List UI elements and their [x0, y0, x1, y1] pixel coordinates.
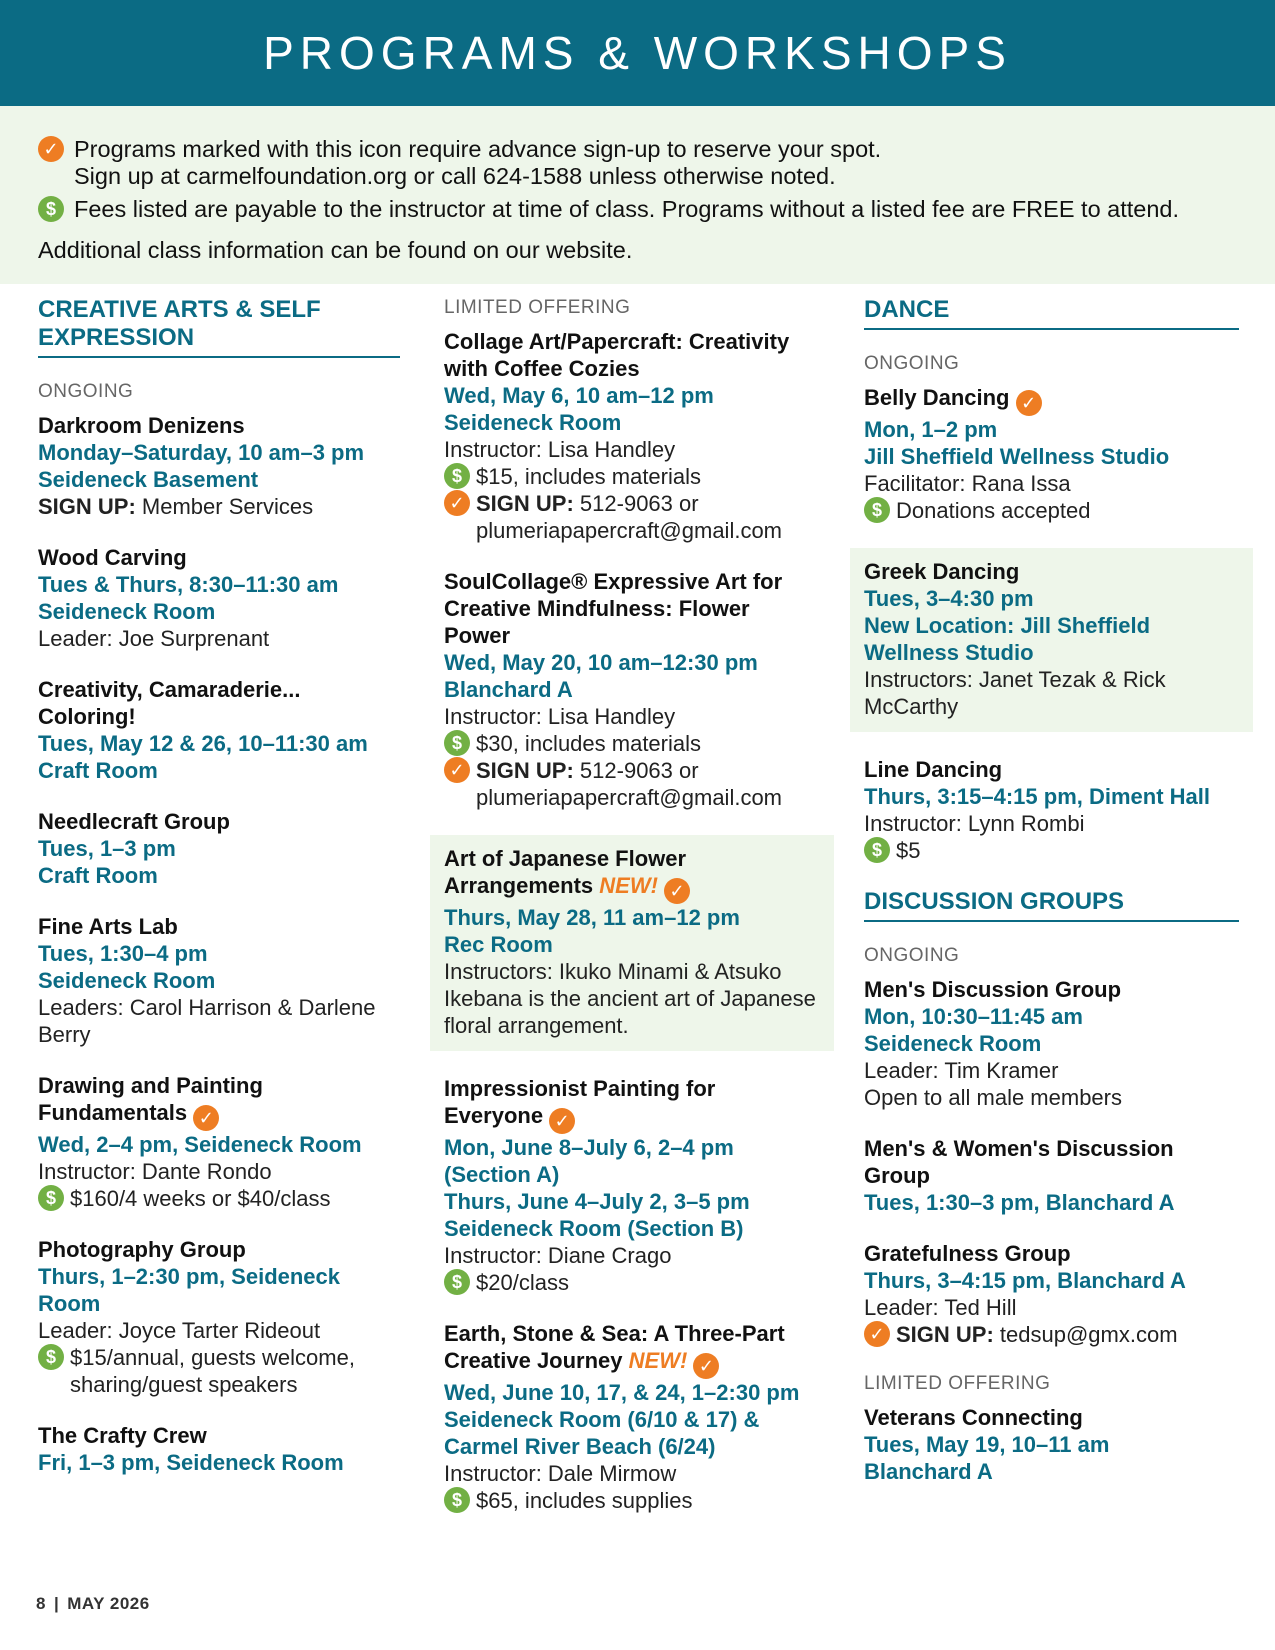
- dollar-badge-icon: $: [38, 196, 64, 222]
- program-time: Tues, 3–4:30 pm: [864, 586, 1034, 611]
- program-location: Blanchard A: [864, 1459, 993, 1484]
- program-title: Art of Japanese Flower Arrangements: [444, 846, 687, 898]
- fee-text: $5: [896, 838, 921, 863]
- program-title: Men's Discussion Group: [864, 977, 1122, 1002]
- program-time: Wed, 2–4 pm, Seideneck Room: [38, 1132, 362, 1157]
- program-location: Seideneck Room: [38, 599, 216, 624]
- program-title: Drawing and Painting Fundamentals: [38, 1073, 263, 1125]
- check-badge-icon: ✓: [444, 757, 470, 783]
- check-badge-icon: ✓: [193, 1105, 219, 1131]
- program-instructor: Instructors: Ikuko Minami & Atsuko: [444, 959, 782, 984]
- program-title: Needlecraft Group: [38, 809, 230, 834]
- dollar-badge-icon: $: [444, 463, 470, 489]
- program-fee: [864, 837, 1239, 864]
- program-time: Monday–Saturday, 10 am–3 pm: [38, 440, 365, 465]
- dollar-badge-icon: $: [38, 1344, 64, 1370]
- program-location: Seideneck Room (6/10 & 17) & Carmel River Beach (6/24): [444, 1407, 760, 1459]
- program-fee: [38, 1344, 400, 1398]
- fee-text: $20/class: [476, 1270, 569, 1295]
- program-location: Craft Room: [38, 863, 158, 888]
- column-dance-discussion: [864, 296, 1239, 1509]
- fee-text: $65, includes supplies: [476, 1488, 693, 1513]
- program-greek-dancing: [850, 548, 1253, 732]
- program-title: Fine Arts Lab: [38, 914, 178, 939]
- program-time: Mon, 1–2 pm: [864, 417, 998, 442]
- fee-text: $30, includes materials: [476, 731, 702, 756]
- program-title: Line Dancing: [864, 757, 1003, 782]
- program-fee: [864, 497, 1239, 524]
- program-creativity-coloring: [38, 676, 400, 784]
- page-number: 8: [36, 1594, 46, 1613]
- program-location: Seideneck Basement: [38, 467, 259, 492]
- program-time: Tues, 1–3 pm: [38, 836, 176, 861]
- program-signup: [38, 493, 400, 520]
- program-time: Thurs, 3–4:15 pm, Blanchard A: [864, 1268, 1186, 1293]
- program-title: Darkroom Denizens: [38, 413, 245, 438]
- website-note: Additional class information can be found on our website.: [38, 237, 633, 263]
- program-time-section-a: Mon, June 8–July 6, 2–4 pm (Section A): [444, 1135, 734, 1187]
- program-note: Open to all male members: [864, 1085, 1122, 1110]
- program-photography-group: [38, 1236, 400, 1398]
- program-belly-dancing: [864, 384, 1239, 524]
- program-fee: [444, 730, 820, 757]
- signup-note-line1: Programs marked with this icon require advance sign-up to reserve your spot.: [74, 136, 882, 162]
- program-time: Tues, May 12 & 26, 10–11:30 am: [38, 731, 368, 756]
- dollar-badge-icon: $: [444, 1487, 470, 1513]
- check-badge-icon: ✓: [38, 136, 64, 162]
- program-collage-art: [444, 328, 820, 544]
- signup-label: SIGN UP:: [476, 491, 574, 516]
- program-time: Thurs, 3:15–4:15 pm, Diment Hall: [864, 784, 1210, 809]
- check-badge-icon: ✓: [693, 1353, 719, 1379]
- program-location: Jill Sheffield Wellness Studio: [864, 444, 1170, 469]
- signup-value: tedsup@gmx.com: [999, 1322, 1178, 1347]
- program-time: Thurs, 1–2:30 pm, Seideneck Room: [38, 1264, 341, 1316]
- program-title: Men's & Women's Discussion Group: [864, 1136, 1174, 1188]
- signup-value: 512-9063 or plumeriapapercraft@gmail.com: [476, 758, 783, 810]
- program-time: Wed, May 6, 10 am–12 pm: [444, 383, 714, 408]
- fee-text: $15/annual, guests welcome, sharing/guest speakers: [70, 1345, 355, 1397]
- program-gratefulness-group: [864, 1240, 1239, 1348]
- program-wood-carving: [38, 544, 400, 652]
- program-leader: Leader: Tim Kramer: [864, 1058, 1059, 1083]
- subheading-limited-offering: LIMITED OFFERING: [864, 1373, 1051, 1394]
- program-title-row: [38, 1072, 400, 1131]
- fee-text: $160/4 weeks or $40/class: [70, 1186, 331, 1211]
- subheading-limited-offering: LIMITED OFFERING: [444, 297, 631, 318]
- program-leader: Leader: Joyce Tarter Rideout: [38, 1318, 321, 1343]
- program-veterans-connecting: [864, 1404, 1239, 1485]
- check-badge-icon: ✓: [549, 1108, 575, 1134]
- program-time: Thurs, May 28, 11 am–12 pm: [444, 905, 740, 930]
- program-title: Belly Dancing: [864, 385, 1010, 410]
- program-facilitator: Facilitator: Rana Issa: [864, 471, 1071, 496]
- section-heading-discussion-groups: DISCUSSION GROUPS: [864, 888, 1239, 922]
- check-badge-icon: ✓: [864, 1321, 890, 1347]
- program-leader: Leaders: Carol Harrison & Darlene Berry: [38, 995, 376, 1047]
- footer-separator: |: [53, 1594, 60, 1613]
- program-instructor: Instructor: Lisa Handley: [444, 437, 676, 462]
- subheading-ongoing: ONGOING: [38, 381, 134, 402]
- program-crafty-crew: [38, 1422, 400, 1476]
- program-title: Collage Art/Papercraft: Creativity with Coffee Cozies: [444, 329, 790, 381]
- program-fee: [444, 1487, 820, 1514]
- subheading-ongoing: ONGOING: [864, 353, 960, 374]
- program-title: Impressionist Painting for Everyone: [444, 1076, 716, 1128]
- page-title: PROGRAMS & WORKSHOPS: [263, 27, 1012, 79]
- program-time: Fri, 1–3 pm, Seideneck Room: [38, 1450, 344, 1475]
- signup-label: SIGN UP:: [896, 1322, 994, 1347]
- signup-note-line2: Sign up at carmelfoundation.org or call 624-1588 unless otherwise noted.: [74, 163, 836, 189]
- program-earth-stone-sea: [444, 1320, 820, 1514]
- dollar-badge-icon: $: [38, 1185, 64, 1211]
- program-title-row: [444, 1320, 820, 1379]
- program-time: Tues, 1:30–4 pm: [38, 941, 208, 966]
- program-line-dancing: [864, 756, 1239, 864]
- program-title-row: [444, 845, 820, 904]
- program-location: Seideneck Room: [38, 968, 216, 993]
- program-time-section-b: Thurs, June 4–July 2, 3–5 pm Seideneck Room (Section B): [444, 1189, 750, 1241]
- program-darkroom-denizens: [38, 412, 400, 520]
- program-instructor: Instructor: Lynn Rombi: [864, 811, 1085, 836]
- dollar-badge-icon: $: [864, 497, 890, 523]
- program-description: Ikebana is the ancient art of Japanese floral arrangement.: [444, 986, 816, 1038]
- section-heading-creative-arts: CREATIVE ARTS & SELF EXPRESSION: [38, 296, 400, 358]
- signup-label: SIGN UP:: [476, 758, 574, 783]
- program-time: Tues & Thurs, 8:30–11:30 am: [38, 572, 339, 597]
- program-title: Gratefulness Group: [864, 1241, 1071, 1266]
- program-title: Wood Carving: [38, 545, 187, 570]
- program-time: Tues, 1:30–3 pm, Blanchard A: [864, 1190, 1175, 1215]
- program-leader: Leader: Ted Hill: [864, 1295, 1017, 1320]
- program-soulcollage: [444, 568, 820, 811]
- program-title: SoulCollage® Expressive Art for Creative Mindfulness: Flower Power: [444, 569, 783, 648]
- new-badge: NEW!: [599, 873, 658, 898]
- program-title: Creativity, Camaraderie... Coloring!: [38, 677, 301, 729]
- program-fee: [444, 1269, 820, 1296]
- program-instructor: Instructor: Lisa Handley: [444, 704, 676, 729]
- program-time: Wed, June 10, 17, & 24, 1–2:30 pm: [444, 1380, 800, 1405]
- section-heading-dance: DANCE: [864, 296, 1239, 330]
- program-title-row: [444, 1075, 820, 1134]
- program-time: Tues, May 19, 10–11 am: [864, 1432, 1110, 1457]
- program-mens-womens-discussion: [864, 1135, 1239, 1216]
- signup-note: [38, 136, 1237, 190]
- program-location: Seideneck Room: [864, 1031, 1042, 1056]
- program-drawing-painting: [38, 1072, 400, 1212]
- dollar-badge-icon: $: [864, 837, 890, 863]
- signup-value: 512-9063 or plumeriapapercraft@gmail.com: [476, 491, 783, 543]
- program-impressionist-painting: [444, 1075, 820, 1296]
- program-instructor: Instructors: Janet Tezak & Rick McCarthy: [864, 667, 1166, 719]
- program-leader: Leader: Joe Surprenant: [38, 626, 270, 651]
- issue-date: MAY 2026: [67, 1594, 150, 1613]
- program-fine-arts-lab: [38, 913, 400, 1048]
- program-title: The Crafty Crew: [38, 1423, 207, 1448]
- program-title: Veterans Connecting: [864, 1405, 1083, 1430]
- program-instructor: Instructor: Diane Crago: [444, 1243, 672, 1268]
- program-time: Wed, May 20, 10 am–12:30 pm: [444, 650, 758, 675]
- page-header: [0, 0, 1275, 106]
- program-title: Earth, Stone & Sea: A Three-Part Creative Journey: [444, 1321, 785, 1373]
- program-location: New Location: Jill Sheffield Wellness Studio: [864, 613, 1151, 665]
- program-fee: [38, 1185, 400, 1212]
- intro-box: [0, 106, 1275, 284]
- program-japanese-flower: [430, 835, 834, 1051]
- dollar-badge-icon: $: [444, 1269, 470, 1295]
- program-signup: [444, 757, 820, 811]
- program-location: Seideneck Room: [444, 410, 622, 435]
- column-creative-arts: [38, 296, 400, 1500]
- new-badge: NEW!: [628, 1348, 688, 1373]
- check-badge-icon: ✓: [1016, 390, 1042, 416]
- program-title-row: [864, 384, 1239, 416]
- program-location: Blanchard A: [444, 677, 573, 702]
- fee-text: Donations accepted: [896, 498, 1091, 523]
- program-needlecraft-group: [38, 808, 400, 889]
- program-fee: [444, 463, 820, 490]
- program-title: Greek Dancing: [864, 559, 1020, 584]
- program-title: Photography Group: [38, 1237, 246, 1262]
- subheading-ongoing: ONGOING: [864, 945, 960, 966]
- program-mens-discussion: [864, 976, 1239, 1111]
- program-location: Rec Room: [444, 932, 553, 957]
- program-instructor: Instructor: Dante Rondo: [38, 1159, 272, 1184]
- program-signup: [444, 490, 820, 544]
- dollar-badge-icon: $: [444, 730, 470, 756]
- program-time: Mon, 10:30–11:45 am: [864, 1004, 1083, 1029]
- fee-note-text: Fees listed are payable to the instructor at time of class. Programs without a listed fee are FREE to attend.: [74, 196, 1180, 222]
- fee-note: [38, 196, 1237, 223]
- signup-label: SIGN UP:: [38, 494, 136, 519]
- fee-text: $15, includes materials: [476, 464, 702, 489]
- check-badge-icon: ✓: [664, 878, 690, 904]
- program-location: Craft Room: [38, 758, 158, 783]
- column-limited-offering: [444, 296, 820, 1538]
- signup-value: Member Services: [141, 494, 314, 519]
- page-footer: [36, 1594, 150, 1614]
- check-badge-icon: ✓: [444, 490, 470, 516]
- program-signup: [864, 1321, 1239, 1348]
- program-instructor: Instructor: Dale Mirmow: [444, 1461, 677, 1486]
